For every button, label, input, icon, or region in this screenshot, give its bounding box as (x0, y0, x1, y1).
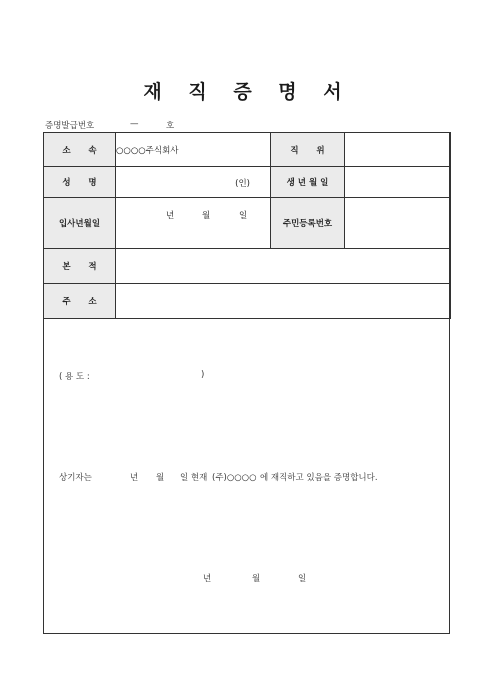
birth-date-label: 생 년 월 일 (271, 167, 345, 198)
resident-number-value[interactable] (345, 198, 451, 249)
issue-number-suffix: 호 (166, 121, 175, 131)
join-date-value[interactable] (116, 198, 271, 249)
seal-mark: (인) (235, 179, 250, 189)
birth-date-value[interactable] (345, 167, 451, 198)
issue-date-year-unit: 년 (203, 574, 212, 584)
position-value[interactable] (345, 133, 451, 167)
name-value[interactable] (116, 167, 271, 198)
statement-year-unit: 년 (130, 473, 139, 483)
join-day-unit: 일 (239, 211, 248, 221)
employee-info-table (43, 132, 451, 319)
issue-number-dash: — (130, 119, 139, 129)
row-affiliation (44, 133, 451, 167)
statement-day-now: 일 현재 (180, 473, 208, 483)
row-name (44, 167, 451, 198)
document-title: 재 직 증 명 서 (143, 81, 352, 103)
purpose-close: ) (201, 370, 205, 380)
join-date-label: 입사년월일 (44, 198, 116, 249)
statement-month-unit: 월 (156, 473, 165, 483)
statement-suffix: 에 재직하고 있음을 증명합니다. (260, 473, 378, 483)
join-year-unit: 년 (166, 211, 175, 221)
issue-date-month-unit: 월 (252, 574, 261, 584)
address-label: 주 소 (44, 284, 116, 319)
row-hometown (44, 249, 451, 284)
row-join-date (44, 198, 451, 249)
row-address (44, 284, 451, 319)
hometown-label: 본 적 (44, 249, 116, 284)
position-label: 직 위 (271, 133, 345, 167)
affiliation-label: 소 속 (44, 133, 116, 167)
statement-prefix: 상기자는 (59, 473, 92, 483)
issue-number-label: 증명발급번호 (45, 121, 95, 131)
resident-number-label: 주민등록번호 (271, 198, 345, 249)
hometown-value[interactable] (116, 249, 451, 284)
name-label: 성 명 (44, 167, 116, 198)
purpose-label: ( 용 도 : (59, 372, 90, 382)
join-month-unit: 월 (202, 211, 211, 221)
affiliation-value[interactable]: ○○○○주식회사 (116, 133, 271, 167)
statement-company: (주)○○○○ (212, 473, 257, 483)
address-value[interactable] (116, 284, 451, 319)
issue-date-day-unit: 일 (298, 574, 307, 584)
